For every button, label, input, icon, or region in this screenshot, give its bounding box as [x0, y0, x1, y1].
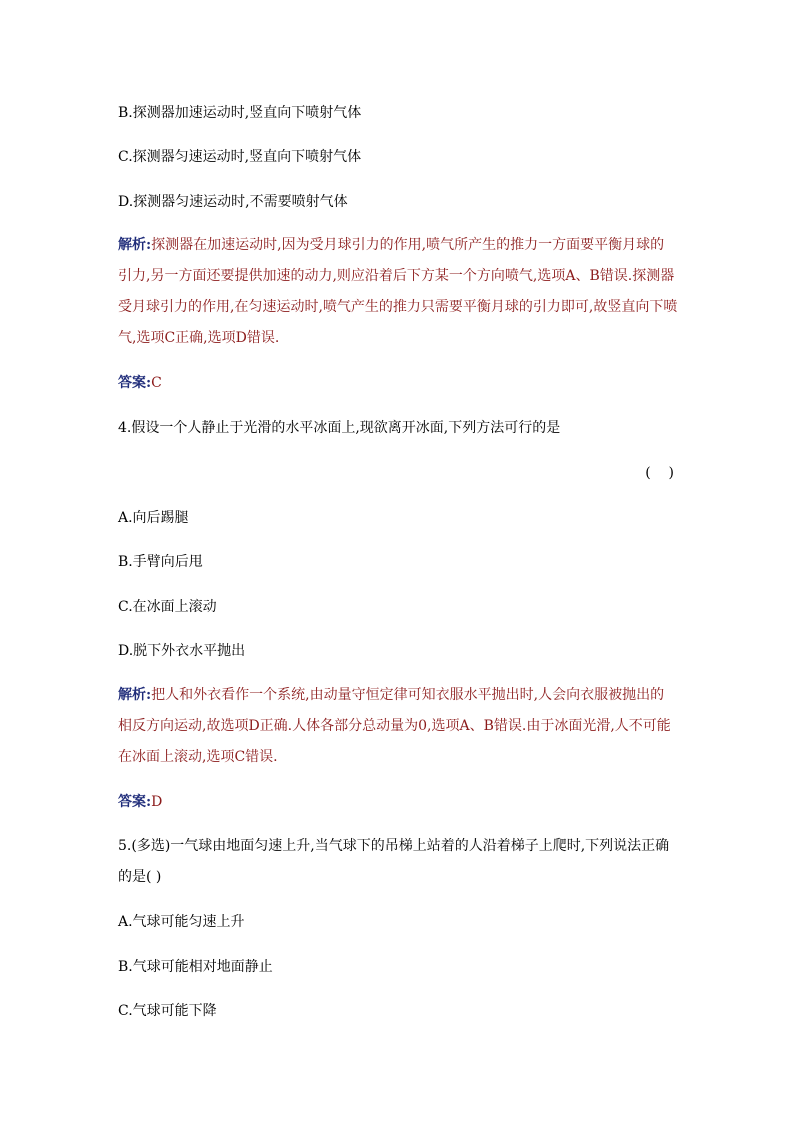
q4-answer-paren: ( ) [645, 465, 674, 481]
q4-answer-label: 答案: [118, 794, 152, 810]
q4-answer-value: D [151, 794, 163, 810]
q4-option-d: D.脱下外衣水平抛出 [118, 643, 246, 659]
q4-explanation [118, 680, 678, 773]
q4-option-a: A.向后踢腿 [118, 510, 189, 526]
q3-explanation-text: 探测器在加速运动时,因为受月球引力的作用,喷气所产生的推力一方面要平衡月球的引力,另一方面还要提供加速的动力,则应沿着后下方某一个方向喷气,选项A、B错误.探测器受月球引力的作用,在匀速运动时,喷气产生的推力只需要平衡月球的引力即可,故竖直向下喷气,选项C正确,选项D错误. [118, 237, 678, 346]
q3-answer [118, 373, 162, 393]
q4-explanation-text: 把人和外衣看作一个系统,由动量守恒定律可知衣服水平抛出时,人会向衣服被抛出的相反方向运动,故选项D正确.人体各部分总动量为0,选项A、B错误.由于冰面光滑,人不可能在冰面上滚动,选项C错误. [118, 687, 671, 765]
q5-option-a: A.气球可能匀速上升 [118, 914, 245, 930]
q3-answer-value: C [151, 375, 162, 391]
q4-option-c: C.在冰面上滚动 [118, 599, 217, 615]
q4-answer [118, 792, 162, 812]
q3-option-c: C.探测器匀速运动时,竖直向下喷射气体 [118, 149, 362, 165]
q3-answer-label: 答案: [118, 375, 152, 391]
q4-option-b: B.手臂向后甩 [118, 554, 203, 570]
q3-explanation [118, 230, 678, 354]
q5-option-b: B.气球可能相对地面静止 [118, 959, 273, 975]
q3-explanation-label: 解析: [118, 237, 152, 253]
q4-stem: 4.假设一个人静止于光滑的水平冰面上,现欲离开冰面,下列方法可行的是 [118, 420, 561, 436]
q4-explanation-label: 解析: [118, 687, 152, 703]
q5-option-c: C.气球可能下降 [118, 1003, 217, 1019]
q3-option-b: B.探测器加速运动时,竖直向下喷射气体 [118, 105, 362, 121]
q3-option-d: D.探测器匀速运动时,不需要喷射气体 [118, 194, 348, 210]
q5-stem: 5.(多选)一气球由地面匀速上升,当气球下的吊梯上站着的人沿着梯子上爬时,下列说法正确的是( ) [118, 838, 670, 885]
